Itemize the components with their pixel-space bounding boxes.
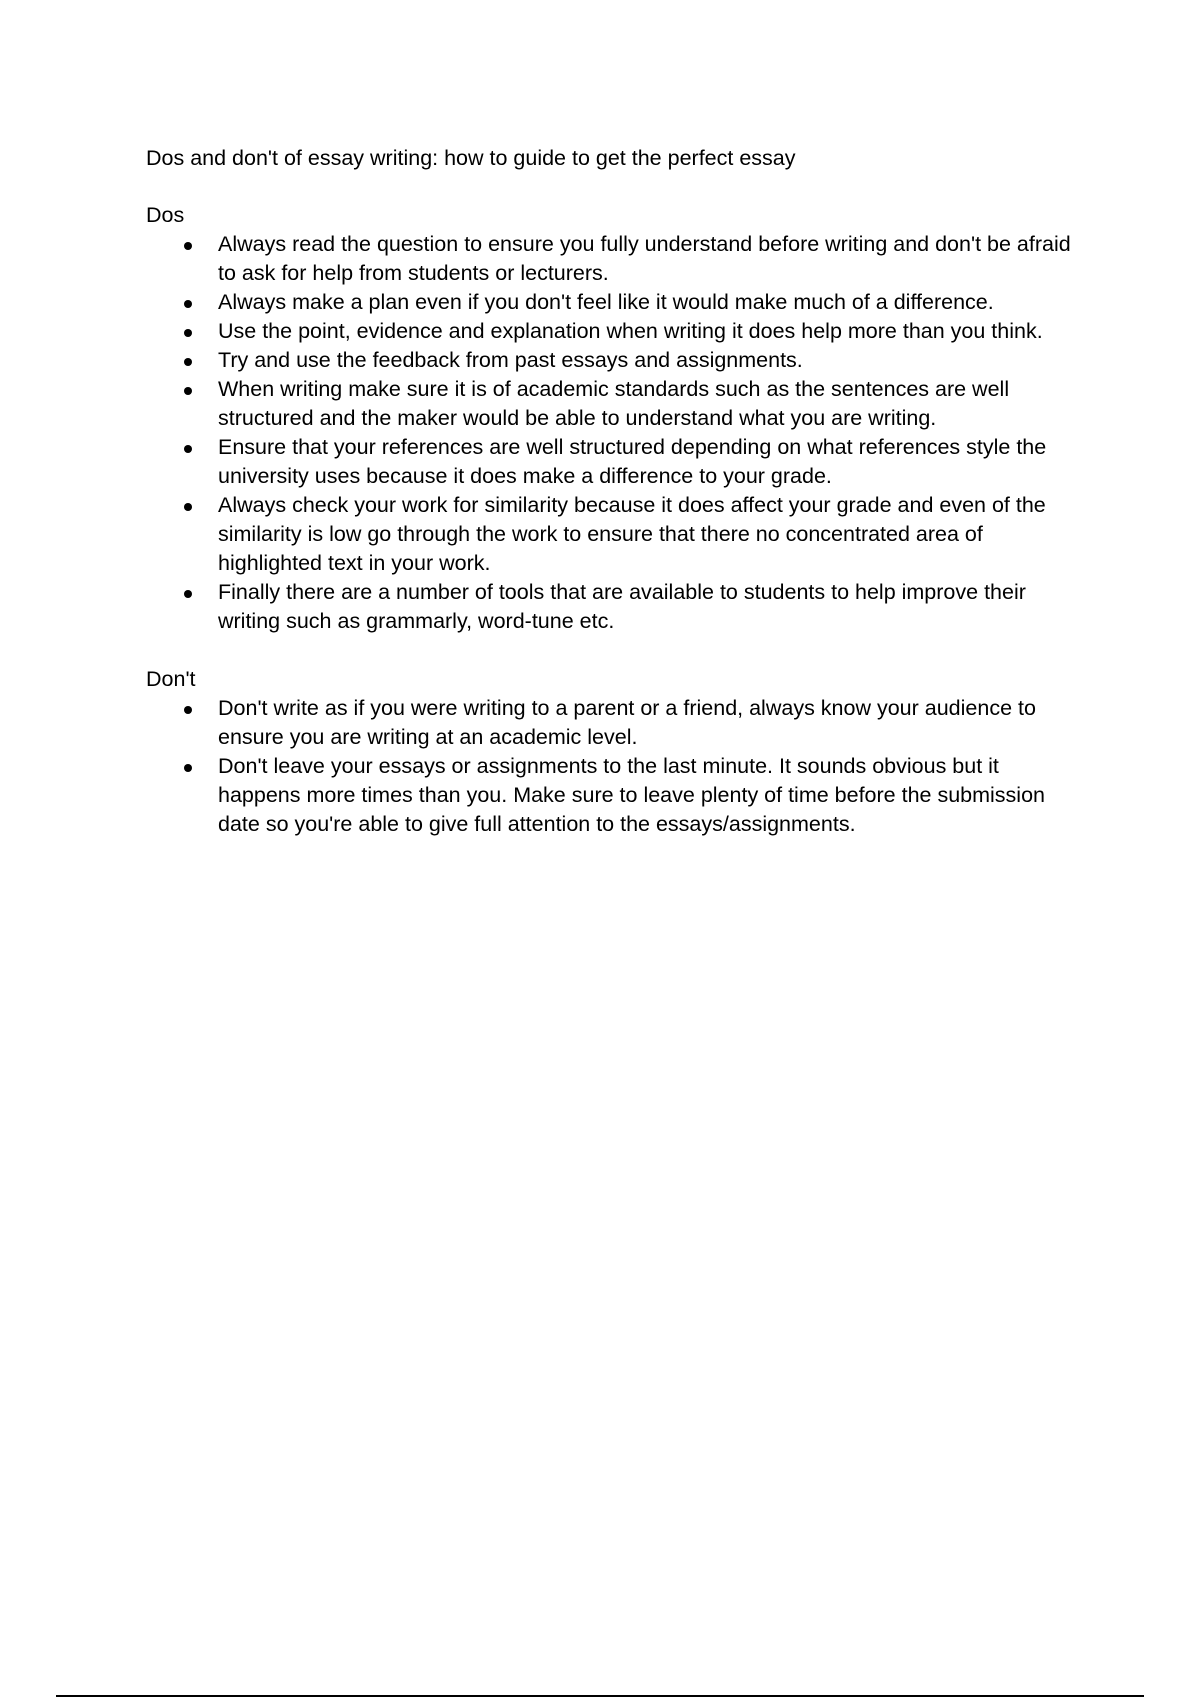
list-item-text: Try and use the feedback from past essays and assignments. bbox=[218, 348, 803, 372]
list-item-text: Ensure that your references are well structured depending on what references style the university uses because it does make a difference to your grade. bbox=[218, 435, 1047, 488]
bullet-icon bbox=[184, 387, 192, 395]
bullet-icon bbox=[184, 706, 192, 714]
list-item bbox=[146, 375, 1086, 433]
list-item bbox=[146, 491, 1086, 578]
section-heading-dos: Dos bbox=[146, 203, 185, 227]
list-item bbox=[146, 346, 1086, 375]
bullet-icon bbox=[184, 764, 192, 772]
bullet-icon bbox=[184, 503, 192, 511]
list-item bbox=[146, 752, 1086, 839]
list-item-text: Always make a plan even if you don't feel like it would make much of a difference. bbox=[218, 290, 994, 314]
section-heading-donts: Don't bbox=[146, 667, 196, 691]
bullet-icon bbox=[184, 445, 192, 453]
list-item bbox=[146, 288, 1086, 317]
list-item-text: Finally there are a number of tools that are available to students to help improve their writing such as grammarly, word-tune etc. bbox=[218, 580, 1026, 633]
bullet-icon bbox=[184, 242, 192, 250]
document-title: Dos and don't of essay writing: how to guide to get the perfect essay bbox=[146, 146, 796, 170]
list-item bbox=[146, 317, 1086, 346]
bullet-icon bbox=[184, 590, 192, 598]
bullet-icon bbox=[184, 358, 192, 366]
bullet-icon bbox=[184, 300, 192, 308]
page-bottom-divider bbox=[56, 1695, 1144, 1697]
list-item bbox=[146, 433, 1086, 491]
list-item bbox=[146, 578, 1086, 636]
donts-list bbox=[146, 694, 1086, 839]
document-body bbox=[146, 144, 1086, 839]
list-item-text: Always check your work for similarity because it does affect your grade and even of the similarity is low go through the work to ensure that there no concentrated area of highlighted text in your work. bbox=[218, 493, 1046, 575]
list-item bbox=[146, 694, 1086, 752]
list-item bbox=[146, 230, 1086, 288]
section-spacer bbox=[146, 636, 1086, 665]
list-item-text: When writing make sure it is of academic standards such as the sentences are well structured and the maker would be able to understand what you are writing. bbox=[218, 377, 1010, 430]
dos-list bbox=[146, 230, 1086, 636]
bullet-icon bbox=[184, 329, 192, 337]
list-item-text: Always read the question to ensure you fully understand before writing and don't be afraid to ask for help from students or lecturers. bbox=[218, 232, 1071, 285]
list-item-text: Don't leave your essays or assignments to the last minute. It sounds obvious but it happens more times than you. Make sure to leave plenty of time before the submission date so you're able to give full attention to the essays/assignments. bbox=[218, 754, 1045, 836]
list-item-text: Use the point, evidence and explanation when writing it does help more than you think. bbox=[218, 319, 1043, 343]
list-item-text: Don't write as if you were writing to a parent or a friend, always know your audience to ensure you are writing at an academic level. bbox=[218, 696, 1036, 749]
